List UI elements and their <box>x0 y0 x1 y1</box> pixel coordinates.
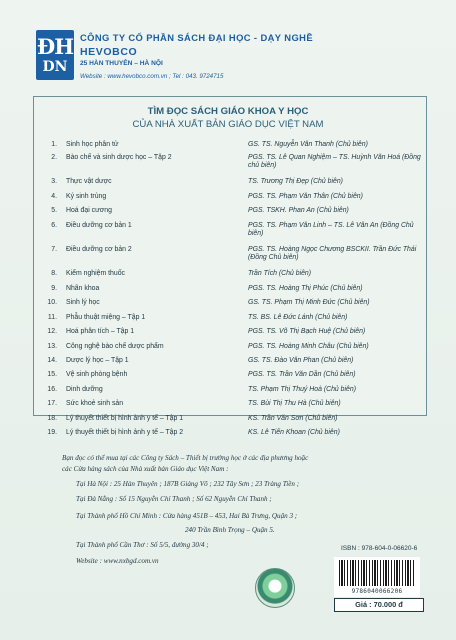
book-number: 18. <box>47 415 57 422</box>
book-number: 17. <box>47 400 57 407</box>
book-author: TS. Trương Thị Đẹp (Chủ biên) <box>248 178 343 185</box>
book-author: GS. TS. Phạm Thị Minh Đức (Chủ biên) <box>248 299 370 306</box>
book-number: 5. <box>51 207 57 214</box>
book-author: PGS. TS. Võ Thị Bạch Huệ (Chủ biên) <box>248 328 366 335</box>
book-author: PGS. TS. Hoàng Thị Phúc (Chủ biên) <box>248 285 363 292</box>
book-title: Dinh dưỡng <box>66 386 103 393</box>
book-title: Công nghệ bào chế dược phẩm <box>66 343 164 350</box>
footer-line: Bạn đọc có thể mua tại các Công ty Sách – Thiết bị trường học ở các địa phương hoặc <box>62 454 309 462</box>
book-number: 15. <box>47 371 57 378</box>
book-number: 3. <box>51 178 57 185</box>
book-title: Hoá phân tích – Tập 1 <box>66 328 135 335</box>
book-author: PGS. TS. Hoàng Minh Châu (Chủ biên) <box>248 343 369 350</box>
isbn-label: ISBN : 978-604-0-06620-6 <box>341 545 418 552</box>
book-number: 1. <box>51 141 57 148</box>
footer-line: 240 Trần Bình Trọng – Quận 5. <box>185 526 275 534</box>
barcode <box>334 557 420 597</box>
logo-line-2: DN <box>42 59 68 75</box>
barcode-digits: 9786040066206 <box>351 588 403 595</box>
book-title: Lý thuyết thiết bị hình ảnh y tế – Tập 2 <box>66 429 184 436</box>
book-number: 19. <box>47 429 57 436</box>
book-title: Sức khoẻ sinh sản <box>66 400 124 407</box>
book-title: Kiểm nghiệm thuốc <box>66 270 125 277</box>
book-title: Hoá đại cương <box>66 207 112 214</box>
book-author: PGS. TS. Lê Quan Nghiệm – TS. Huỳnh Văn Hoá (Đồng chủ biên) <box>248 154 421 170</box>
book-author: TS. Phạm Thị Thuý Hoà (Chủ biên) <box>248 386 356 393</box>
book-author: PGS. TS. Hoàng Ngọc Chương BSCKII. Trần Đức Thái (Đồng Chủ biên) <box>248 246 417 262</box>
book-title: Ký sinh trùng <box>66 193 107 200</box>
book-author: TS. Bùi Thị Thu Hà (Chủ biên) <box>248 400 341 407</box>
barcode-icon <box>339 560 415 586</box>
book-author: PGS. TSKH. Phan An (Chủ biên) <box>248 207 349 214</box>
book-number: 8. <box>51 270 57 277</box>
book-title: Điều dưỡng cơ bản 1 <box>66 222 132 229</box>
book-list-subtitle: CỦA NHÀ XUẤT BẢN GIÁO DỤC VIỆT NAM <box>132 119 324 130</box>
book-number: 10. <box>47 299 57 306</box>
book-title: Sinh lý học <box>66 299 100 306</box>
book-number: 4. <box>51 193 57 200</box>
book-number: 16. <box>47 386 57 393</box>
footer-line: Tại Thành phố Hồ Chí Minh : Cửa hàng 451B – 453, Hai Bà Trưng, Quận 3 ; <box>76 512 298 520</box>
book-title: Bào chế và sinh dược học – Tập 2 <box>66 154 172 161</box>
book-author: GS. TS. Đào Văn Phan (Chủ biên) <box>248 357 354 364</box>
book-number: 13. <box>47 343 57 350</box>
book-author: KS. Trần Văn Sơn (Chủ biên) <box>248 415 338 422</box>
book-title: Điều dưỡng cơ bản 2 <box>66 246 132 253</box>
book-author: TS. BS. Lê Đức Lánh (Chủ biên) <box>248 314 348 321</box>
book-author: PGS. TS. Phạm Văn Linh – TS. Lê Văn An (Đồng Chủ biên) <box>248 222 414 238</box>
book-title: Nhãn khoa <box>66 285 100 292</box>
book-author: PGS. TS. Trần Văn Dần (Chủ biên) <box>248 371 356 378</box>
footer-line: Tại Thành phố Cần Thơ : Số 5/5, đường 30/4 ; <box>76 541 209 549</box>
logo-line-1: ĐH <box>36 34 74 59</box>
book-title: Vệ sinh phòng bệnh <box>66 371 128 378</box>
book-title: Dược lý học – Tập 1 <box>66 357 129 364</box>
footer-line: các Cửa hàng sách của Nhà xuất bản Giáo dục Việt Nam : <box>62 465 229 473</box>
company-website: Website : www.hevobco.com.vn ; Tel : 043. 9724715 <box>80 73 224 80</box>
book-number: 11. <box>47 314 57 321</box>
company-name: CÔNG TY CỔ PHẦN SÁCH ĐẠI HỌC - DẠY NGHỀ <box>80 32 313 43</box>
book-title: Phẫu thuật miệng – Tập 1 <box>66 314 146 321</box>
book-number: 2. <box>51 154 57 161</box>
book-number: 14. <box>47 357 57 364</box>
footer-line: Tại Đà Nẵng : Số 15 Nguyễn Chí Thanh ; Số 62 Nguyễn Chí Thanh ; <box>76 495 272 503</box>
footer-website: Website : www.nxbgd.com.vn <box>76 557 159 565</box>
book-number: 7. <box>51 246 57 253</box>
publisher-logo <box>36 30 74 80</box>
book-list-title: TÌM ĐỌC SÁCH GIÁO KHOA Y HỌC <box>147 106 309 117</box>
book-title: Sinh học phân tử <box>66 141 119 148</box>
book-author: PGS. TS. Phạm Văn Thân (Chủ biên) <box>248 193 363 200</box>
book-title: Lý thuyết thiết bị hình ảnh y tế – Tập 1 <box>66 415 184 422</box>
seal-icon <box>255 568 295 608</box>
book-title: Thực vật dược <box>66 178 112 185</box>
book-number: 9. <box>51 285 57 292</box>
book-number: 6. <box>51 222 57 229</box>
brand-name: HEVOBCO <box>80 46 138 58</box>
price-label: Giá : 70.000 đ <box>334 598 424 612</box>
footer-line: Tại Hà Nội : 25 Hàn Thuyên ; 187B Giảng Võ ; 232 Tây Sơn ; 23 Tràng Tiền ; <box>76 480 300 488</box>
company-address: 25 HÀN THUYÊN – HÀ NỘI <box>80 60 163 67</box>
book-number: 12. <box>47 328 57 335</box>
book-author: GS. TS. Nguyễn Văn Thanh (Chủ biên) <box>248 141 368 148</box>
book-author: Trần Tích (Chủ biên) <box>248 270 312 277</box>
book-author: KS. Lê Tiến Khoan (Chủ biên) <box>248 429 340 436</box>
